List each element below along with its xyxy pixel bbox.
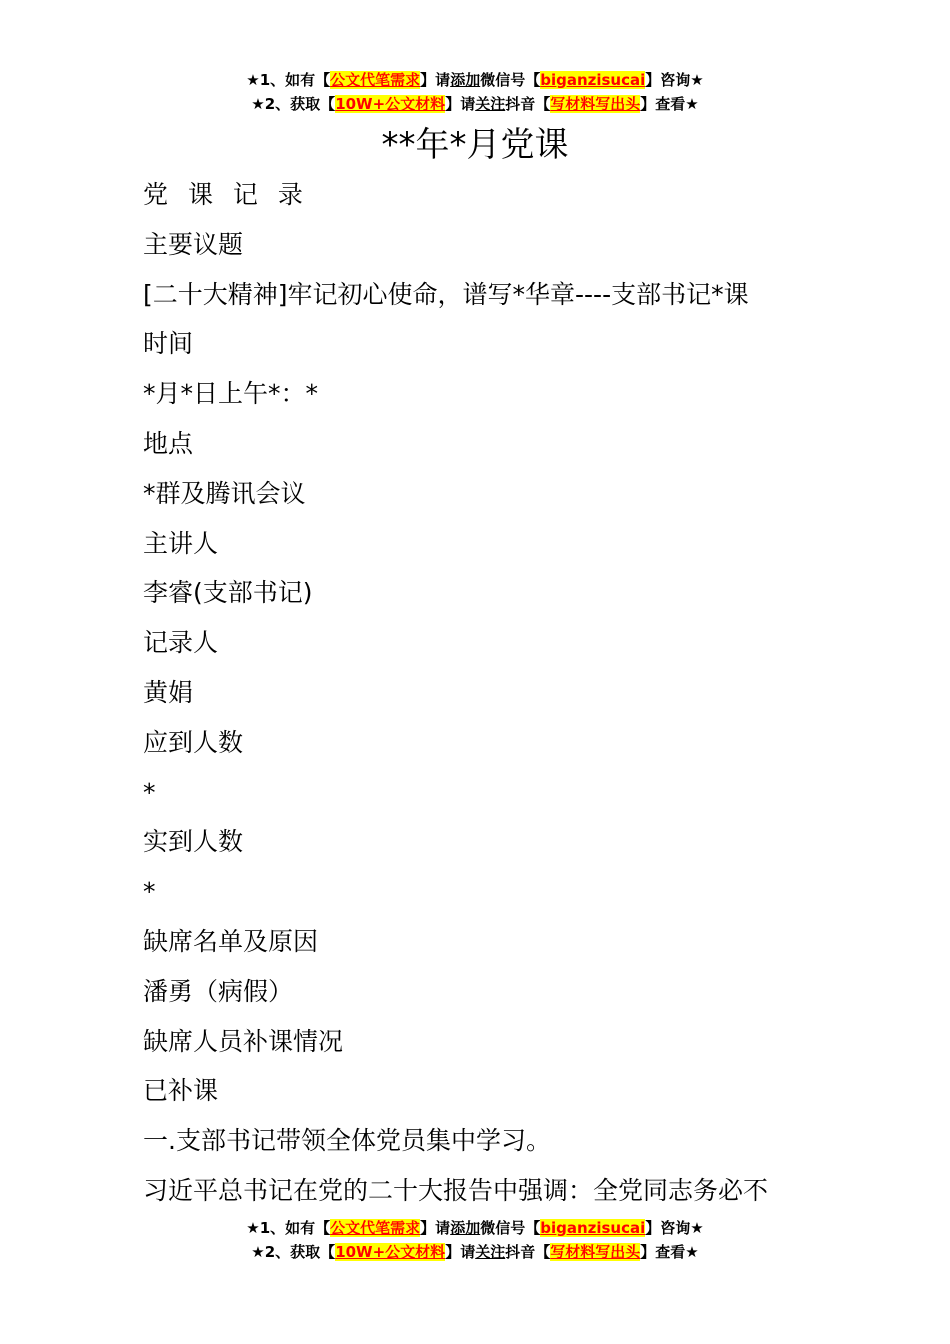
banner-text: 】咨询★ bbox=[645, 1219, 704, 1237]
banner-line-1 bbox=[0, 1216, 950, 1240]
banner-line-2 bbox=[0, 1240, 950, 1264]
banner-text: 微信号【 bbox=[480, 71, 541, 89]
field-label-time: 时间 bbox=[143, 329, 194, 359]
field-label-location: 地点 bbox=[143, 428, 194, 458]
banner-highlight: 公文代笔需求 bbox=[330, 1219, 421, 1237]
field-value-recorder: 黄娟 bbox=[143, 677, 194, 707]
banner-line-2 bbox=[0, 92, 950, 116]
banner-text: 微信号【 bbox=[480, 1219, 541, 1237]
field-value-expected-count: * bbox=[143, 777, 156, 807]
banner-text: ★2、获取【 bbox=[251, 1243, 336, 1261]
banner-highlight: biganzisucai bbox=[540, 1219, 646, 1237]
banner-text: ★1、如有【 bbox=[246, 71, 331, 89]
field-label-actual-count: 实到人数 bbox=[143, 827, 244, 857]
document-body bbox=[143, 170, 843, 1216]
banner-highlight: 公文代笔需求 bbox=[330, 71, 421, 89]
record-heading: 党 课 记 录 bbox=[143, 180, 309, 209]
page-title: **年*月党课 bbox=[381, 125, 569, 165]
field-label-expected-count: 应到人数 bbox=[143, 727, 244, 757]
banner-highlight: biganzisucai bbox=[540, 71, 646, 89]
body-paragraph: 习近平总书记在党的二十大报告中强调：全党同志务必不 bbox=[143, 1175, 769, 1205]
banner-underlined-text: 添加 bbox=[450, 71, 481, 89]
banner-text: 】请 bbox=[420, 1219, 451, 1237]
banner-text: 】请 bbox=[445, 95, 476, 113]
banner-underlined-text: 关注 bbox=[475, 95, 506, 113]
banner-text: 抖音【 bbox=[505, 95, 551, 113]
banner-text: 】查看★ bbox=[640, 95, 699, 113]
field-value-location: *群及腾讯会议 bbox=[143, 478, 306, 508]
banner-underlined-text: 添加 bbox=[450, 1219, 481, 1237]
field-value-time: *月*日上午*：* bbox=[143, 379, 319, 409]
banner-text: 抖音【 bbox=[505, 1243, 551, 1261]
field-value-speaker: 李睿(支部书记) bbox=[143, 578, 313, 608]
banner-highlight: 写材料写出头 bbox=[550, 95, 641, 113]
footer-banner bbox=[0, 1216, 950, 1264]
field-value-actual-count: * bbox=[143, 877, 156, 907]
banner-text: 】请 bbox=[445, 1243, 476, 1261]
banner-highlight: 10W+公文材料 bbox=[335, 95, 446, 113]
banner-text: 】咨询★ bbox=[645, 71, 704, 89]
section-heading: 一.支部书记带领全体党员集中学习。 bbox=[143, 1126, 551, 1156]
banner-text: 】查看★ bbox=[640, 1243, 699, 1261]
banner-underlined-text: 关注 bbox=[475, 1243, 506, 1261]
banner-text: ★1、如有【 bbox=[246, 1219, 331, 1237]
field-value-makeup: 已补课 bbox=[143, 1076, 219, 1106]
field-label-recorder: 记录人 bbox=[143, 628, 219, 658]
field-value-topic: [二十大精神]牢记初心使命，谱写*华章----支部书记*课 bbox=[143, 279, 749, 309]
field-label-makeup: 缺席人员补课情况 bbox=[143, 1026, 344, 1056]
field-value-absentees: 潘勇（病假） bbox=[143, 976, 294, 1006]
field-label-speaker: 主讲人 bbox=[143, 528, 219, 558]
field-label-topic: 主要议题 bbox=[143, 229, 244, 259]
banner-text: 】请 bbox=[420, 71, 451, 89]
banner-text: ★2、获取【 bbox=[251, 95, 336, 113]
banner-highlight: 10W+公文材料 bbox=[335, 1243, 446, 1261]
banner-line-1 bbox=[0, 68, 950, 92]
banner-highlight: 写材料写出头 bbox=[550, 1243, 641, 1261]
header-banner bbox=[0, 68, 950, 116]
field-label-absentees: 缺席名单及原因 bbox=[143, 926, 319, 956]
